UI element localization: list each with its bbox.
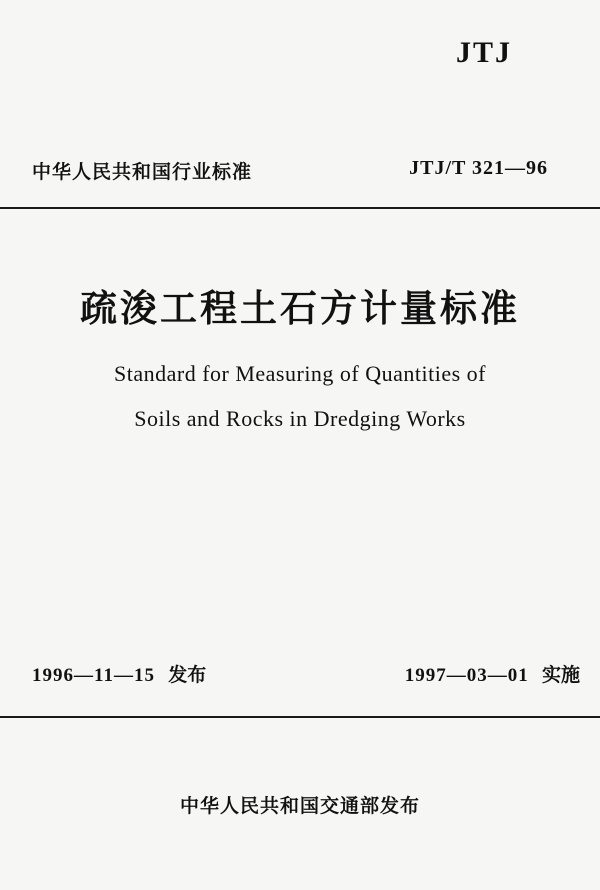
issue-date-block: [32, 660, 206, 687]
effective-date-block: [405, 660, 580, 687]
bottom-divider: [0, 716, 600, 718]
effective-date: 1997—03—01: [404, 665, 529, 686]
standard-number: JTJ/T 321—96: [409, 157, 548, 179]
top-divider: [0, 207, 600, 209]
publisher: 中华人民共和国交通部发布: [179, 795, 420, 817]
document-title-english-line1: Standard for Measuring of Quantities of: [113, 361, 487, 386]
document-title-english-line2: Soils and Rocks in Dredging Works: [134, 406, 466, 431]
document-title-chinese: 疏浚工程土石方计量标准: [80, 287, 520, 330]
effective-label: 实施: [541, 664, 580, 686]
standard-code-label: JTJ: [455, 36, 512, 69]
issue-label: 发布: [168, 664, 207, 686]
standard-category: 中华人民共和国行业标准: [32, 161, 253, 183]
issue-date: 1996—11—15: [32, 665, 155, 686]
